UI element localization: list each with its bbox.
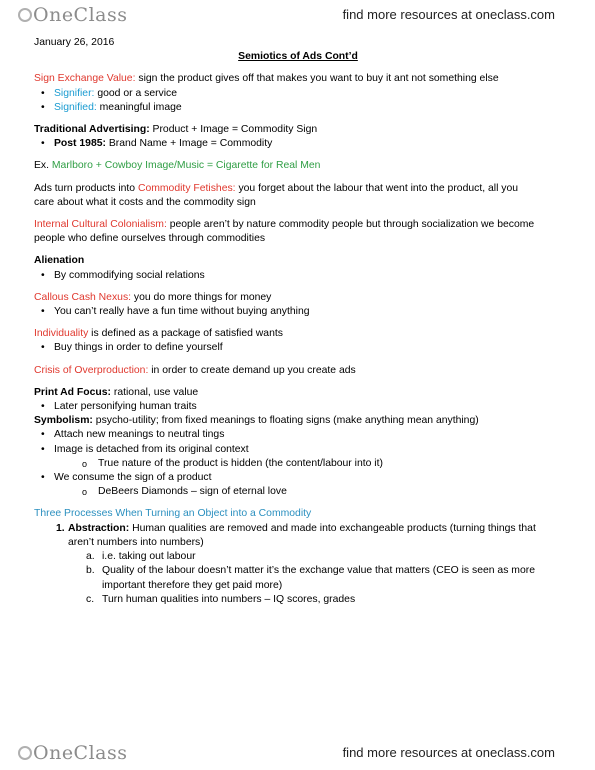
colonialism-line: [34, 218, 564, 232]
term: Symbolism:: [34, 415, 93, 427]
bullet-symbolism-3: • We consume the sign of a product: [34, 471, 564, 485]
sub-bullet-symbolism-3a: o DeBeers Diamonds – sign of eternal love: [34, 485, 564, 499]
doc-date: January 26, 2016: [34, 37, 115, 48]
definition: good or a service: [94, 87, 178, 99]
bullet-symbolism-1: • Attach new meanings to neutral tings: [34, 428, 564, 442]
term: Print Ad Focus:: [34, 386, 111, 398]
term: Abstraction:: [68, 522, 130, 534]
process-item-1-cont: aren’t numbers into numbers): [68, 536, 204, 548]
bullet-print-ad: • Later personifying human traits: [34, 400, 564, 414]
definition: people aren’t by nature commodity people but through socialization we become: [166, 219, 535, 231]
term: Callous Cash Nexus:: [34, 291, 132, 303]
term: Sign Exchange Value:: [34, 73, 136, 85]
definition: in order to create demand up you create ads: [148, 364, 356, 376]
item-letter: b.: [86, 565, 95, 577]
definition: rational, use value: [110, 386, 199, 398]
process-item-1a: [34, 550, 564, 564]
sub-bullet-symbolism-2a: o True nature of the product is hidden (the content/labour into it): [34, 457, 564, 471]
bullet-post1985: [34, 137, 564, 151]
bullet-alienation: • By commodifying social relations: [34, 269, 564, 283]
alienation-heading: Alienation: [34, 255, 85, 267]
individuality-line: [34, 327, 564, 341]
process-item-1b: [34, 564, 564, 578]
term: Commodity Fetishes:: [137, 182, 236, 194]
term: Signifier:: [54, 87, 95, 99]
definition: is defined as a package of satisfied wants: [88, 328, 283, 340]
item-letter: c.: [86, 593, 95, 605]
term: Post 1985:: [54, 138, 106, 150]
logo-text: OneClass: [33, 4, 128, 26]
doc-title: Semiotics of Ads Cont’d: [238, 51, 358, 63]
definition: psycho-utility; from fixed meanings to floating signs (make anything mean anything): [92, 415, 479, 427]
document-body: [34, 36, 564, 607]
fetish-line-2: care about what it costs and the commodity sign: [34, 196, 256, 208]
lead-text: Ads turn products into: [34, 182, 138, 194]
example-text: Marlboro + Cowboy Image/Music = Cigarette for Real Men: [49, 160, 321, 172]
fetish-line: [34, 182, 564, 196]
definition: Human qualities are removed and made into exchangeable products (turning things that: [129, 522, 536, 534]
definition: you do more things for money: [131, 291, 272, 303]
footer-tagline[interactable]: find more resources at oneclass.com: [342, 745, 555, 760]
process-item-1: [34, 522, 564, 536]
item-text: Quality of the labour doesn’t matter it’s the exchange value that matters (CEO is seen as more: [102, 565, 535, 577]
definition: sign the product gives off that makes you want to buy it ant not something else: [135, 73, 499, 85]
header-tagline[interactable]: find more resources at oneclass.com: [342, 7, 555, 22]
print-ad-line: [34, 386, 564, 400]
oneclass-logo-footer[interactable]: [18, 742, 128, 764]
process-item-1c: [34, 593, 564, 607]
example-prefix: Ex.: [34, 160, 50, 172]
colonialism-line-2: people who define ourselves through commodities: [34, 233, 266, 245]
definition: Product + Image = Commodity Sign: [149, 124, 318, 136]
definition: Brand Name + Image = Commodity: [105, 138, 273, 150]
item-text: Turn human qualities into numbers – IQ scores, grades: [102, 593, 356, 605]
item-letter: a.: [86, 551, 95, 563]
logo-text: OneClass: [33, 742, 128, 764]
sign-exchange-line: [34, 72, 564, 86]
processes-heading: Three Processes When Turning an Object into a Commodity: [34, 508, 312, 520]
example-line: [34, 159, 564, 173]
bullet-signified: [34, 101, 564, 115]
bullet-symbolism-2: • Image is detached from its original context: [34, 443, 564, 457]
item-text: i.e. taking out labour: [102, 551, 196, 563]
traditional-line: [34, 123, 564, 137]
overproduction-line: [34, 364, 564, 378]
definition: meaningful image: [96, 101, 182, 113]
term: Individuality: [34, 328, 89, 340]
term: Crisis of Overproduction:: [34, 364, 149, 376]
item-number: 1.: [56, 522, 65, 534]
bullet-signifier: [34, 87, 564, 101]
term: Internal Cultural Colonialism:: [34, 219, 167, 231]
oneclass-logo[interactable]: [18, 4, 128, 26]
process-item-1b-cont: important therefore they get paid more): [102, 579, 283, 591]
logo-ring-icon: [18, 746, 32, 760]
term: Signified:: [54, 101, 97, 113]
definition: you forget about the labour that went into the product, all you: [235, 182, 519, 194]
bullet-cash-nexus: • You can’t really have a fun time without buying anything: [34, 305, 564, 319]
symbolism-line: [34, 414, 564, 428]
cash-nexus-line: [34, 291, 564, 305]
logo-ring-icon: [18, 8, 32, 22]
bullet-individuality: • Buy things in order to define yourself: [34, 341, 564, 355]
term: Traditional Advertising:: [34, 124, 150, 136]
